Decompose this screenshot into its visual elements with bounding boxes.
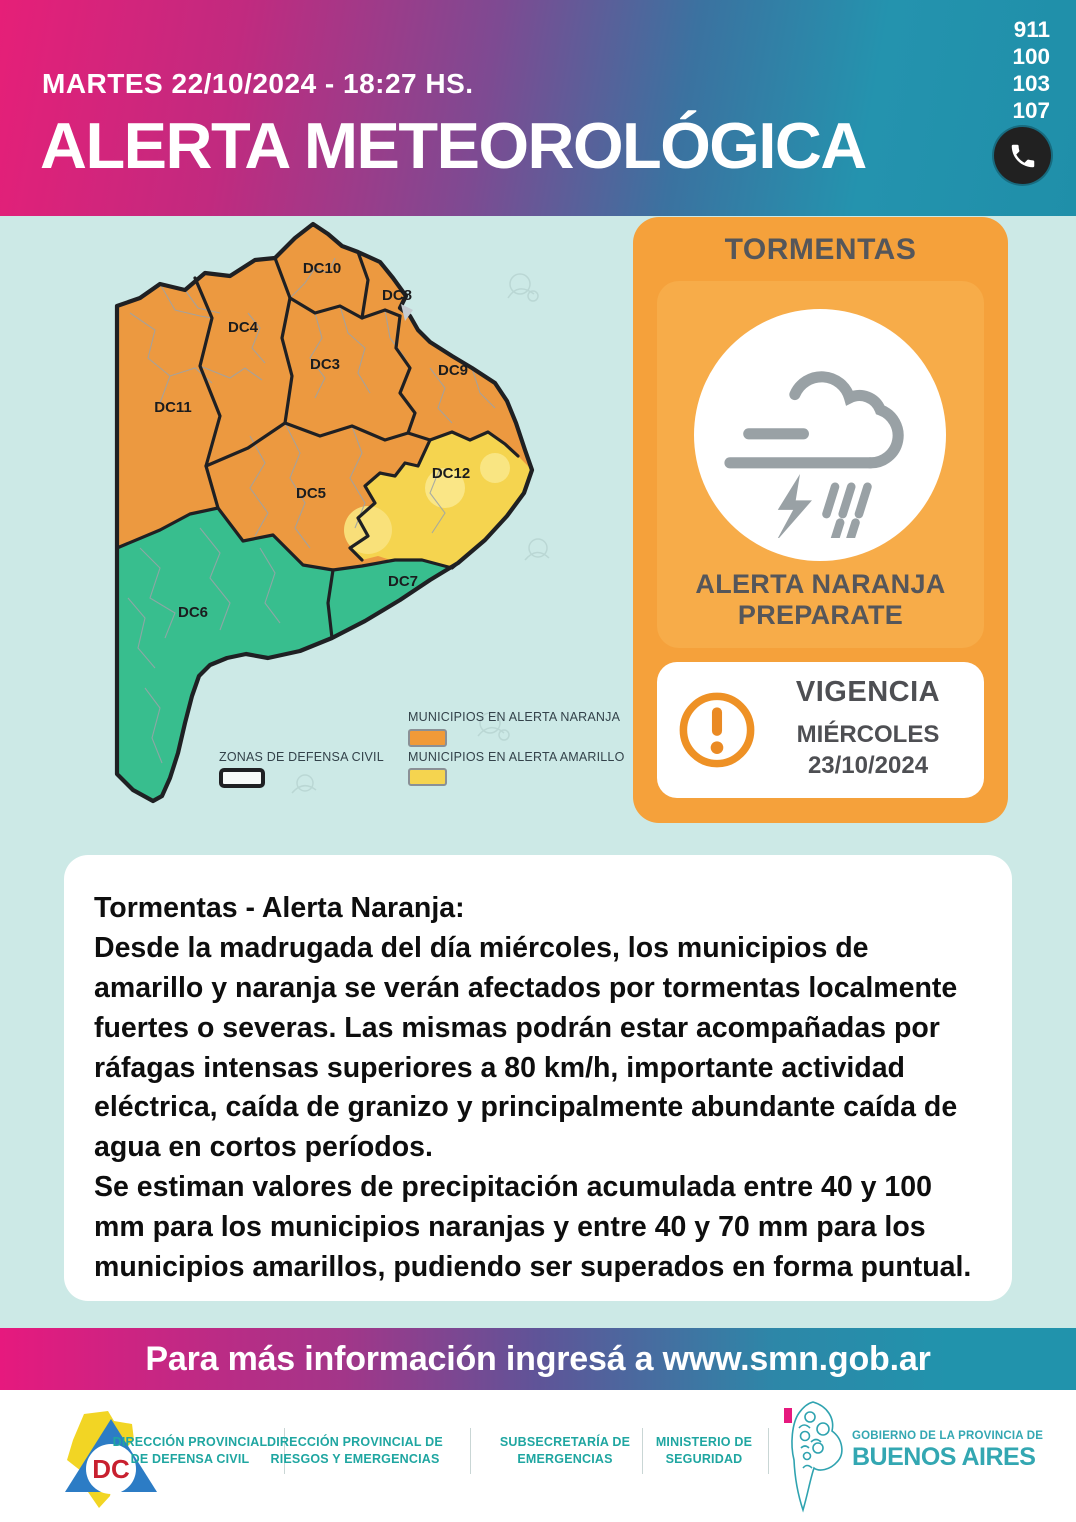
smn-url-link[interactable]: www.smn.gob.ar: [662, 1339, 931, 1378]
alert-level-line2: PREPARATE: [737, 600, 904, 630]
footer-divider: [470, 1428, 471, 1474]
map-zone-label: DC11: [154, 399, 192, 416]
page-title: ALERTA METEOROLÓGICA: [40, 109, 866, 182]
org-line: RIESGOS Y EMERGENCIAS: [270, 1452, 440, 1466]
description-paragraph: Desde la madrugada del día miércoles, los municipios de amarillo y naranja se verán afectados por tormentas localmente fuertes o severas. Las mismas podrán estar acompañadas por ráfagas intensas superiores a 80 km/h, importante actividad eléctrica, caída de granizo y principalmente abundante caída de agua en cortos períodos.: [94, 931, 958, 1164]
org-line: EMERGENCIAS: [517, 1452, 613, 1466]
org-line: MINISTERIO DE: [655, 1435, 753, 1449]
legend-yellow-swatch: [408, 768, 447, 786]
alert-type-label: TORMENTAS: [724, 233, 917, 266]
info-bar-text: [145, 1340, 930, 1379]
emergency-number: 100: [1012, 44, 1050, 69]
emergency-number: 103: [1012, 71, 1050, 96]
map-zone-label: DC9: [437, 362, 469, 379]
map-zone-label: DC4: [227, 319, 259, 336]
map-pale-yellow-spot: [480, 453, 510, 483]
warning-exclamation-icon: [675, 688, 759, 772]
map-zone-label: DC10: [302, 260, 342, 277]
org-defensa-civil: [100, 1434, 280, 1468]
map-zone-label: DC7: [387, 573, 419, 590]
emergency-numbers: [1012, 16, 1050, 124]
gov-text: [852, 1430, 1052, 1472]
validity-title: VIGENCIA: [795, 676, 941, 708]
validity-box: [657, 662, 984, 798]
dc-logo-text: DC: [92, 1454, 130, 1484]
validity-date: 23/10/2024: [807, 752, 929, 779]
footer: [0, 1390, 1076, 1522]
org-line: DIRECCIÓN PROVINCIAL DE: [267, 1435, 443, 1449]
map-zone-label: DC6: [177, 604, 209, 621]
date-line: MARTES 22/10/2024 - 18:27 HS.: [42, 68, 474, 99]
gov-line2: BUENOS AIRES: [852, 1443, 1036, 1471]
emergency-number: 107: [1012, 98, 1050, 123]
org-line: DIRECCIÓN PROVINCIAL: [112, 1435, 268, 1449]
legend-orange-label: MUNICIPIOS EN ALERTA NARANJA: [408, 710, 621, 724]
info-bar-prefix: Para más información ingresá a: [145, 1339, 663, 1378]
province-map: [100, 218, 570, 818]
alert-level-text: [657, 569, 984, 631]
phone-icon: [994, 127, 1051, 184]
description-paragraph: Se estiman valores de precipitación acumulada entre 40 y 100 mm para los municipios naranjas y entre 40 y 70 mm para los municipios amarillos, pudiendo ser superados en forma puntual.: [94, 1171, 972, 1284]
validity-texts: [765, 676, 971, 780]
org-line: SUBSECRETARÍA DE: [499, 1435, 631, 1449]
description-box: [64, 855, 1012, 1301]
info-bar: [0, 1328, 1076, 1390]
org-line: DE DEFENSA CIVIL: [130, 1452, 250, 1466]
description-heading: Tormentas - Alerta Naranja:: [94, 892, 465, 924]
storm-alert-panel: [633, 217, 1008, 823]
map-zone-label: DC8: [381, 287, 413, 304]
org-line: SEGURIDAD: [665, 1452, 743, 1466]
header-banner: [0, 0, 1076, 216]
legend-orange-swatch: [408, 729, 447, 747]
alert-inner-card: [657, 281, 984, 648]
validity-day: MIÉRCOLES: [796, 721, 940, 748]
storm-cloud-icon: [718, 333, 923, 538]
org-riesgos-emergencias: [265, 1434, 445, 1468]
alert-level-line1: ALERTA NARANJA: [695, 569, 946, 599]
map-zone-label: DC3: [309, 356, 341, 373]
legend-zones-swatch: [219, 768, 265, 788]
legend-yellow-label: MUNICIPIOS EN ALERTA AMARILLO: [408, 750, 625, 764]
footer-divider: [768, 1428, 769, 1474]
legend-zones-label: ZONAS DE DEFENSA CIVIL: [219, 750, 384, 764]
org-ministerio-seguridad: [614, 1434, 794, 1468]
buenos-aires-gov-logo: [783, 1398, 845, 1516]
emergency-number: 911: [1013, 17, 1050, 42]
map-zone-label: DC12: [431, 465, 471, 482]
gov-line1: GOBIERNO DE LA PROVINCIA DE: [852, 1430, 1044, 1442]
map-zone-label: DC5: [295, 485, 327, 502]
storm-icon-circle: [694, 309, 946, 561]
